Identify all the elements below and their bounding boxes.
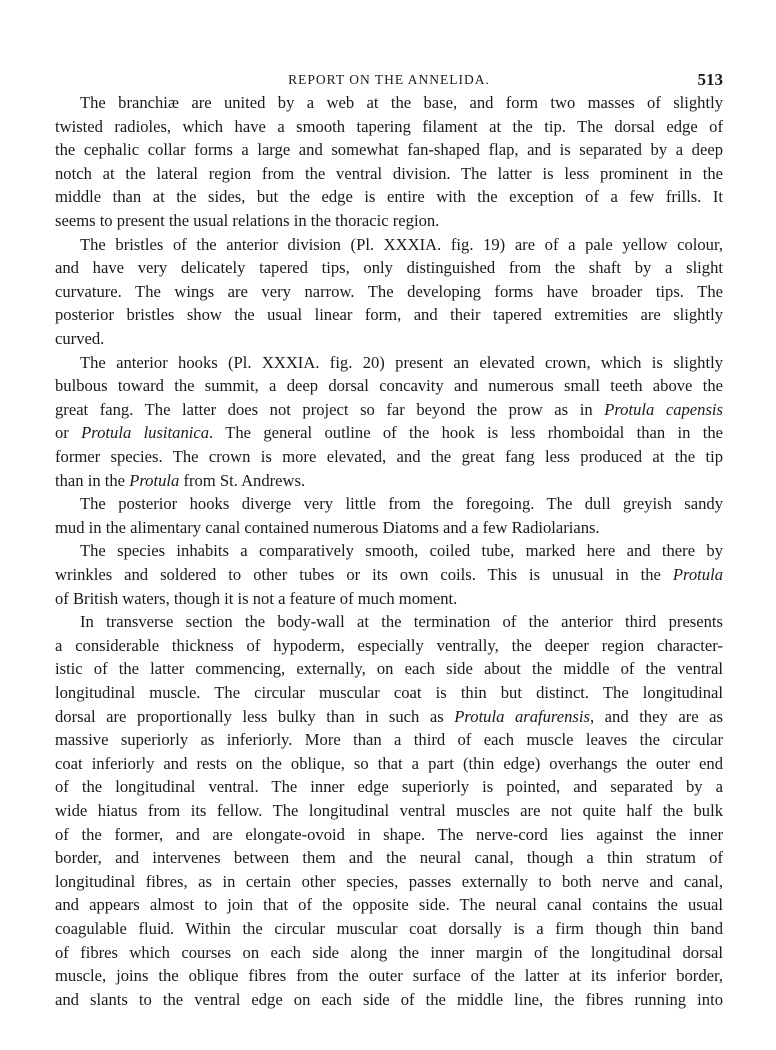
text-line [55, 162, 723, 186]
text-line [55, 941, 723, 965]
text-segment: of the former, and are elongate-ovoid in shape. The nerve-cord lies against the inner [55, 824, 723, 844]
text-segment: wide hiatus from its fellow. The longitudinal ventral muscles are not quite half the bulk [55, 801, 723, 820]
text-segment: curvature. The wings are very narrow. The developing forms have broader tips. The [55, 281, 723, 301]
text-segment: The branchiæ are united by a web at the base, and form two masses of slightly [80, 93, 723, 112]
text-line [55, 398, 723, 422]
text-segment: In transverse section the body-wall at the termination of the anterior third presents [80, 612, 723, 632]
text-line [55, 185, 723, 209]
text-line [55, 964, 723, 988]
text-segment: longitudinal muscle. The circular muscular coat is thin but distinct. The longitudinal [55, 683, 723, 702]
text-segment: The species inhabits a comparatively smooth, coiled tube, marked here and there by [80, 541, 723, 561]
text-line [55, 303, 723, 327]
text-segment: coat inferiorly and rests on the oblique, so that a part (thin edge) overhangs the outer end [55, 753, 723, 773]
text-line [55, 799, 723, 823]
text-line [55, 327, 723, 351]
text-line [55, 351, 723, 375]
text-line [55, 870, 723, 894]
page-number: 513 [697, 70, 723, 89]
text-line [55, 634, 723, 658]
italic-species-name: Protula [129, 470, 180, 490]
text-segment: from St. Andrews. [179, 470, 306, 490]
text-line [55, 728, 723, 752]
text-line [55, 138, 723, 162]
text-segment: seems to present the usual relations in the thoracic region. [55, 211, 440, 230]
text-segment: twisted radioles, which have a smooth tapering filament at the tip. The dorsal edge of [55, 116, 723, 136]
text-segment: dorsal are proportionally less bulky than in such as [55, 706, 455, 726]
text-segment: of fibres which courses on each side along the inner margin of the longitudinal dorsal [55, 942, 723, 962]
text-segment: The posterior hooks diverge very little from the foregoing. The dull greyish sandy [80, 494, 723, 514]
text-line [55, 91, 723, 115]
text-segment: and slants to the ventral edge on each side of the middle line, the fibres running into [55, 989, 723, 1009]
text-segment: curved. [55, 329, 105, 348]
text-segment: border, and intervenes between them and the neural canal, though a thin stratum of [55, 848, 723, 868]
text-segment: istic of the latter commencing, externally, on each side about the middle of the ventral [55, 659, 723, 679]
text-line [55, 233, 723, 257]
text-line [55, 587, 723, 611]
text-line [55, 256, 723, 280]
text-segment: massive superiorly as inferiorly. More than a third of each muscle leaves the circular [55, 730, 723, 750]
text-line [55, 374, 723, 398]
text-line [55, 657, 723, 681]
text-segment: posterior bristles show the usual linear form, and their tapered extremities are slightly [55, 305, 723, 325]
text-segment: longitudinal fibres, as in certain other species, passes externally to both nerve and canal, [55, 871, 723, 891]
text-line [55, 516, 723, 540]
text-line [55, 563, 723, 587]
text-segment: the cephalic collar forms a large and somewhat fan-shaped flap, and is separated by a deep [55, 140, 723, 160]
text-segment: former species. The crown is more elevated, and the great fang less produced at the tip [55, 447, 723, 466]
text-line [55, 280, 723, 304]
italic-species-name: Protula capensis [604, 399, 723, 419]
text-line [55, 445, 723, 469]
text-line [55, 115, 723, 139]
italic-species-name: Protula arafurensis [454, 706, 590, 726]
text-line [55, 610, 723, 634]
text-segment: notch at the lateral region from the ventral division. The latter is less prominent in the [55, 163, 723, 183]
italic-species-name: Protula [672, 565, 723, 584]
text-segment: bulbous toward the summit, a deep dorsal concavity and numerous small teeth above the [55, 376, 723, 396]
text-segment: The anterior hooks (Pl. XXXIA. fig. 20) present an elevated crown, which is slightly [80, 352, 723, 372]
text-segment: middle than at the sides, but the edge is entire with the exception of a few frills. It [55, 187, 723, 207]
text-segment: muscle, joins the oblique fibres from the outer surface of the latter at its inferior border, [55, 966, 723, 986]
text-line [55, 539, 723, 563]
text-segment: and have very delicately tapered tips, only distinguished from the shaft by a slight [55, 258, 723, 278]
text-segment: a considerable thickness of hypoderm, especially ventrally, the deeper region character- [55, 635, 723, 655]
text-segment: or [55, 423, 82, 443]
text-line [55, 705, 723, 729]
text-segment: . The general outline of the hook is less rhomboidal than in the [209, 423, 723, 443]
text-line [55, 209, 723, 233]
text-line [55, 469, 723, 493]
text-segment: wrinkles and soldered to other tubes or its own coils. This is unusual in the [55, 565, 673, 584]
text-segment: mud in the alimentary canal contained numerous Diatoms and a few Radiolarians. [55, 517, 600, 537]
text-line [55, 752, 723, 776]
text-line [55, 823, 723, 847]
running-title: REPORT ON THE ANNELIDA. [288, 72, 490, 87]
text-line [55, 421, 723, 445]
text-segment: great fang. The latter does not project so far beyond the prow as in [55, 399, 605, 419]
text-line [55, 893, 723, 917]
text-segment: of the longitudinal ventral. The inner edge superiorly is pointed, and separated by a [55, 777, 723, 797]
text-line [55, 681, 723, 705]
italic-species-name: Protula lusitanica [81, 423, 210, 443]
text-segment: than in the [55, 470, 130, 490]
text-line [55, 988, 723, 1012]
text-line [55, 775, 723, 799]
text-line [55, 917, 723, 941]
page-header [55, 72, 723, 92]
text-segment: of British waters, though it is not a feature of much moment. [55, 588, 458, 608]
text-segment: The bristles of the anterior division (Pl. XXXIA. fig. 19) are of a pale yellow colour, [80, 234, 723, 254]
text-line [55, 846, 723, 870]
text-segment: and appears almost to join that of the opposite side. The neural canal contains the usual [55, 895, 723, 915]
text-segment: coagulable fluid. Within the circular muscular coat dorsally is a firm though thin band [55, 919, 723, 938]
text-line [55, 492, 723, 516]
text-segment: , and they are as [589, 706, 723, 726]
